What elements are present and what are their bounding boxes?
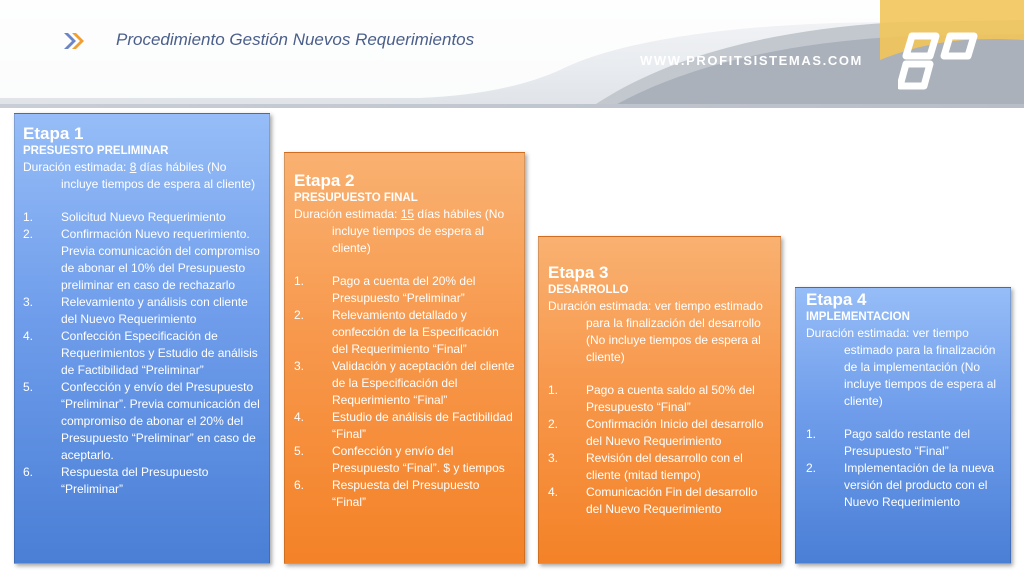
stage-steps: [806, 426, 1002, 511]
stage-subtitle: PRESUPUESTO FINAL: [294, 192, 418, 204]
step-item: 2. Confirmación Inicio del desarrollo del Nuevo Requerimiento: [548, 417, 764, 448]
stage-title: Etapa 4: [806, 290, 867, 309]
stage-duration: Duración estimada: 15 días hábiles (No incluye tiempos de espera al cliente): [294, 207, 505, 255]
website-url: WWW.PROFITSISTEMAS.COM: [640, 53, 863, 68]
step-item: 5. Confección y envío del Presupuesto “Final”. $ y tiempos: [294, 444, 505, 475]
stage-card-3: [538, 236, 781, 564]
page-title: Procedimiento Gestión Nuevos Requerimientos: [116, 30, 475, 49]
stage-card-4: [795, 287, 1011, 564]
stage-card-1: [14, 113, 270, 564]
stage-duration: Duración estimada: ver tiempo estimado para la finalización de la implementación (No incluye tiempos de espera al cliente): [806, 326, 997, 408]
step-item: 3. Revisión del desarrollo con el cliente (mitad tiempo): [548, 451, 743, 482]
stage-card-2: [284, 152, 525, 564]
step-item: 2. Implementación de la nueva versión del producto con el Nuevo Requerimiento: [806, 461, 995, 509]
step-item: 6. Respuesta del Presupuesto “Final”: [294, 478, 480, 509]
step-item: 4. Comunicación Fin del desarrollo del Nuevo Requerimiento: [548, 485, 758, 516]
stage-title: Etapa 3: [548, 263, 609, 282]
stage-steps: [23, 209, 261, 498]
stage-subtitle: IMPLEMENTACION: [806, 311, 910, 323]
chevron-right-icon: [62, 31, 88, 51]
stage-duration: Duración estimada: ver tiempo estimado para la finalización del desarrollo (No incluye tiempos de espera al cliente): [548, 299, 763, 364]
stage-steps: [548, 382, 772, 518]
company-logo: [898, 30, 988, 92]
stage-duration: Duración estimada: 8 días hábiles (No incluye tiempos de espera al cliente): [23, 160, 256, 191]
header-divider: [0, 104, 1024, 108]
step-item: 2. Relevamiento detallado y confección de la Especificación del Requerimiento “Final”: [294, 308, 499, 356]
step-item: 5. Confección y envío del Presupuesto “Preliminar”. Previa comunicación del compromiso de abonar el 20% del Presupuesto “Preliminar” en caso de aceptarlo.: [23, 380, 260, 462]
stage-subtitle: DESARROLLO: [548, 284, 629, 296]
step-item: 1. Pago a cuenta saldo al 50% del Presupuesto “Final”: [548, 383, 755, 414]
stage-title: Etapa 1: [23, 124, 84, 143]
step-item: 1. Pago a cuenta del 20% del Presupuesto “Preliminar”: [294, 274, 476, 305]
step-item: 3. Relevamiento y análisis con cliente del Nuevo Requerimiento: [23, 295, 248, 326]
step-item: 6. Respuesta del Presupuesto “Preliminar”: [23, 465, 209, 496]
stage-title: Etapa 2: [294, 171, 355, 190]
stage-steps: [294, 273, 516, 511]
step-item: 1. Solicitud Nuevo Requerimiento: [23, 210, 226, 224]
step-item: 4. Estudio de análisis de Factibilidad “Final”: [294, 410, 513, 441]
stage-subtitle: PRESUESTO PRELIMINAR: [23, 145, 169, 157]
step-item: 3. Validación y aceptación del cliente de la Especificación del Requerimiento “Final”: [294, 359, 515, 407]
header-swoosh: [0, 0, 1024, 108]
step-item: 4. Confección Especificación de Requerimientos y Estudio de análisis de Factibilidad “Preliminar”: [23, 329, 258, 377]
step-item: 2. Confirmación Nuevo requerimiento. Previa comunicación del compromiso de abonar el 10% del Presupuesto preliminar en caso de rechazarlo: [23, 227, 260, 292]
step-item: 1. Pago saldo restante del Presupuesto “Final”: [806, 427, 971, 458]
